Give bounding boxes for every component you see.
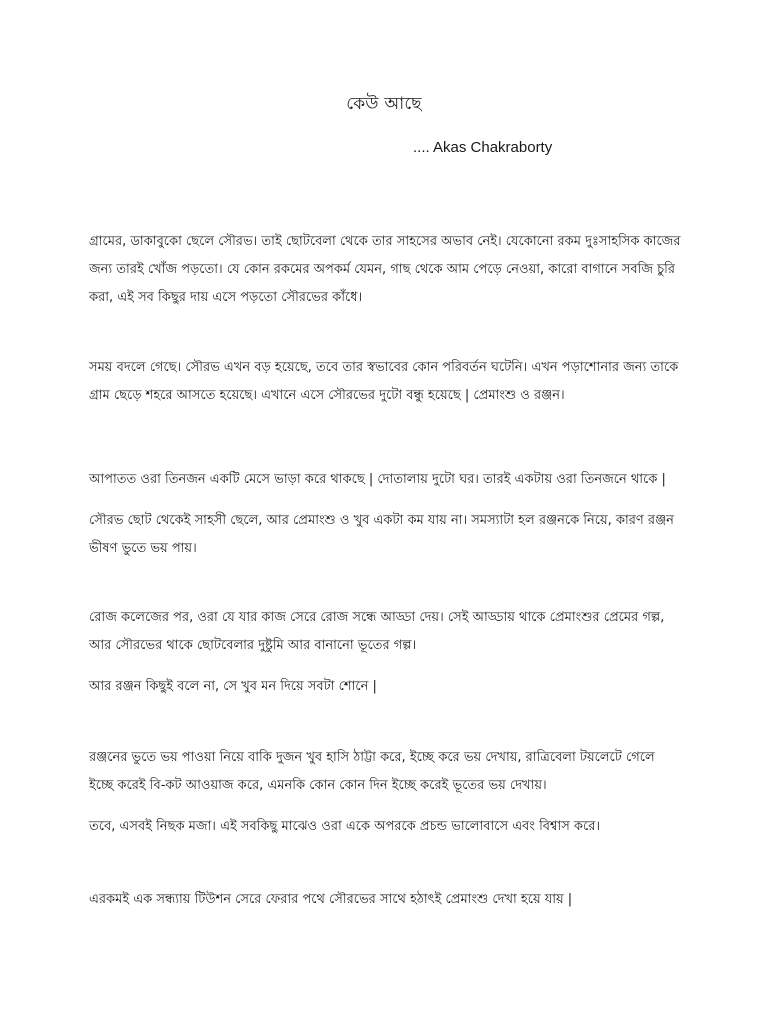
paragraph: তবে, এসবই নিছক মজা। এই সবকিছু মাঝেও ওরা একে অপরকে প্রচন্ড ভালোবাসে এবং বিশ্বাস করে। <box>89 819 601 834</box>
paragraph: সময় বদলে গেছে। সৌরভ এখন বড় হয়েছে, তবে তার স্বভাবের কোন পরিবর্তন ঘটেনি। এখন পড়াশোনার জন্য তাকে গ্রাম ছেড়ে শহরে আসতে হয়েছে। এখানে এসে সৌরভের দুটো বন্ধু হয়েছে | প্রেমাংশু ও রঞ্জন। <box>89 360 679 403</box>
paragraph: আপাতত ওরা তিনজন একটি মেসে ভাড়া করে থাকছে | দোতালায় দুটো ঘর। তারই একটায় ওরা তিনজনে থাকে | <box>89 472 666 487</box>
paragraph: রঞ্জনের ভুতে ভয় পাওয়া নিয়ে বাকি দুজন খুব হাসি ঠাট্টা করে, ইচ্ছে করে ভয় দেখায়, রাত্রিবেলা টয়লেটে গেলে ইচ্ছে করেই বি-কট আওয়াজ করে, এমনকি কোন কোন দিন ইচ্ছে করেই ভূতের ভয় দেখায়। <box>89 750 655 793</box>
paragraph: সৌরভ ছোট থেকেই সাহসী ছেলে, আর প্রেমাংশু ও খুব একটা কম যায় না। সমস্যাটা হল রঞ্জনকে নিয়ে, কারণ রঞ্জন ভীষণ ভুতে ভয় পায়। <box>89 513 674 556</box>
paragraph: রোজ কলেজের পর, ওরা যে যার কাজ সেরে রোজ সন্ধে আড্ডা দেয়। সেই আড্ডায় থাকে প্রেমাংশুর প্রেমের গল্প, আর সৌরভের থাকে ছোটবেলার দুষ্টুমি আর বানানো ভূতের গল্প। <box>89 610 665 653</box>
document-title: কেউ আছে <box>346 94 422 114</box>
document-author: .... Akas Chakraborty <box>413 139 553 156</box>
paragraph: গ্রামের, ডাকাবুকো ছেলে সৌরভ। তাই ছোটবেলা থেকে তার সাহসের অভাব নেই। যেকোনো রকম দুঃসাহসিক কাজের জন্য তারই খোঁজ পড়তো। যে কোন রকমের অপকর্ম যেমন, গাছ থেকে আম পেড়ে নেওয়া, কারো বাগানে সবজি চুরি করা, এই সব কিছুর দায় এসে পড়তো সৌরভের কাঁধে। <box>89 234 681 305</box>
paragraph: আর রঞ্জন কিছুই বলে না, সে খুব মন দিয়ে সবটা শোনে | <box>89 679 377 694</box>
paragraph: এরকমই এক সন্ধ্যায় টিউশন সেরে ফেরার পথে সৌরভের সাথে হঠাৎই প্রেমাংশু দেখা হয়ে যায় | <box>89 892 573 907</box>
